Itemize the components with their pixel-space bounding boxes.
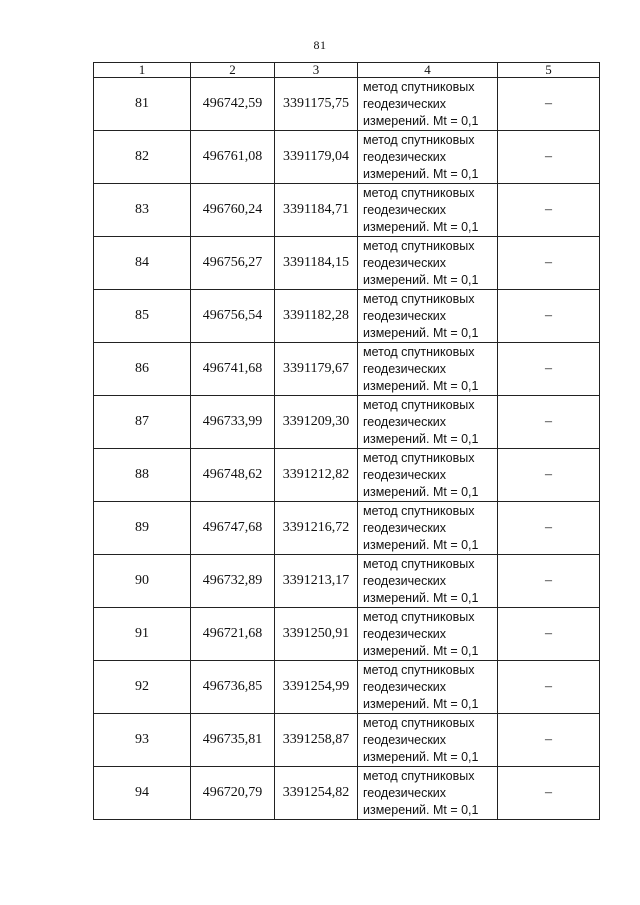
y-coordinate-cell: 3391216,72 xyxy=(275,502,358,555)
table-row xyxy=(94,78,600,131)
x-coordinate-cell: 496735,81 xyxy=(191,714,275,767)
point-number-cell: 89 xyxy=(94,502,191,555)
method-cell: метод спутниковых геодезических измерений. Mt = 0,1 xyxy=(358,396,498,449)
point-number-cell: 92 xyxy=(94,661,191,714)
y-coordinate-cell: 3391209,30 xyxy=(275,396,358,449)
point-number-cell: 91 xyxy=(94,608,191,661)
method-cell: метод спутниковых геодезических измерений. Mt = 0,1 xyxy=(358,290,498,343)
point-number-cell: 86 xyxy=(94,343,191,396)
method-cell: метод спутниковых геодезических измерений. Mt = 0,1 xyxy=(358,555,498,608)
x-coordinate-cell: 496748,62 xyxy=(191,449,275,502)
point-number-cell: 93 xyxy=(94,714,191,767)
table-row xyxy=(94,767,600,820)
note-cell: – xyxy=(498,661,600,714)
note-cell: – xyxy=(498,290,600,343)
method-cell: метод спутниковых геодезических измерений. Mt = 0,1 xyxy=(358,502,498,555)
x-coordinate-cell: 496756,54 xyxy=(191,290,275,343)
point-number-cell: 82 xyxy=(94,131,191,184)
point-number-cell: 94 xyxy=(94,767,191,820)
note-cell: – xyxy=(498,714,600,767)
column-header-1: 1 xyxy=(94,63,191,78)
table-row xyxy=(94,131,600,184)
table-row xyxy=(94,343,600,396)
note-cell: – xyxy=(498,237,600,290)
table-row xyxy=(94,714,600,767)
y-coordinate-cell: 3391182,28 xyxy=(275,290,358,343)
x-coordinate-cell: 496760,24 xyxy=(191,184,275,237)
table-body xyxy=(94,78,600,820)
x-coordinate-cell: 496761,08 xyxy=(191,131,275,184)
y-coordinate-cell: 3391213,17 xyxy=(275,555,358,608)
note-cell: – xyxy=(498,449,600,502)
note-cell: – xyxy=(498,184,600,237)
x-coordinate-cell: 496747,68 xyxy=(191,502,275,555)
note-cell: – xyxy=(498,608,600,661)
note-cell: – xyxy=(498,131,600,184)
x-coordinate-cell: 496732,89 xyxy=(191,555,275,608)
method-cell: метод спутниковых геодезических измерений. Mt = 0,1 xyxy=(358,767,498,820)
method-cell: метод спутниковых геодезических измерений. Mt = 0,1 xyxy=(358,131,498,184)
column-header-5: 5 xyxy=(498,63,600,78)
table-row xyxy=(94,237,600,290)
x-coordinate-cell: 496741,68 xyxy=(191,343,275,396)
table-row xyxy=(94,184,600,237)
table-row xyxy=(94,502,600,555)
y-coordinate-cell: 3391254,82 xyxy=(275,767,358,820)
method-cell: метод спутниковых геодезических измерений. Mt = 0,1 xyxy=(358,714,498,767)
method-cell: метод спутниковых геодезических измерений. Mt = 0,1 xyxy=(358,608,498,661)
table-row xyxy=(94,449,600,502)
y-coordinate-cell: 3391184,15 xyxy=(275,237,358,290)
method-cell: метод спутниковых геодезических измерений. Mt = 0,1 xyxy=(358,449,498,502)
column-header-3: 3 xyxy=(275,63,358,78)
y-coordinate-cell: 3391175,75 xyxy=(275,78,358,131)
x-coordinate-cell: 496736,85 xyxy=(191,661,275,714)
table-header-row xyxy=(94,63,600,78)
table-row xyxy=(94,555,600,608)
point-number-cell: 81 xyxy=(94,78,191,131)
point-number-cell: 84 xyxy=(94,237,191,290)
x-coordinate-cell: 496756,27 xyxy=(191,237,275,290)
y-coordinate-cell: 3391179,67 xyxy=(275,343,358,396)
x-coordinate-cell: 496742,59 xyxy=(191,78,275,131)
column-header-4: 4 xyxy=(358,63,498,78)
method-cell: метод спутниковых геодезических измерений. Mt = 0,1 xyxy=(358,343,498,396)
y-coordinate-cell: 3391179,04 xyxy=(275,131,358,184)
y-coordinate-cell: 3391258,87 xyxy=(275,714,358,767)
y-coordinate-cell: 3391184,71 xyxy=(275,184,358,237)
method-cell: метод спутниковых геодезических измерений. Mt = 0,1 xyxy=(358,237,498,290)
y-coordinate-cell: 3391212,82 xyxy=(275,449,358,502)
x-coordinate-cell: 496733,99 xyxy=(191,396,275,449)
column-header-2: 2 xyxy=(191,63,275,78)
point-number-cell: 85 xyxy=(94,290,191,343)
method-cell: метод спутниковых геодезических измерений. Mt = 0,1 xyxy=(358,661,498,714)
y-coordinate-cell: 3391254,99 xyxy=(275,661,358,714)
note-cell: – xyxy=(498,767,600,820)
x-coordinate-cell: 496720,79 xyxy=(191,767,275,820)
table-row xyxy=(94,661,600,714)
note-cell: – xyxy=(498,78,600,131)
point-number-cell: 87 xyxy=(94,396,191,449)
coordinates-table xyxy=(93,62,600,820)
page-number: 81 xyxy=(313,38,327,52)
method-cell: метод спутниковых геодезических измерений. Mt = 0,1 xyxy=(358,78,498,131)
point-number-cell: 83 xyxy=(94,184,191,237)
x-coordinate-cell: 496721,68 xyxy=(191,608,275,661)
note-cell: – xyxy=(498,555,600,608)
table-row xyxy=(94,290,600,343)
point-number-cell: 90 xyxy=(94,555,191,608)
point-number-cell: 88 xyxy=(94,449,191,502)
y-coordinate-cell: 3391250,91 xyxy=(275,608,358,661)
note-cell: – xyxy=(498,396,600,449)
method-cell: метод спутниковых геодезических измерений. Mt = 0,1 xyxy=(358,184,498,237)
table-row xyxy=(94,608,600,661)
note-cell: – xyxy=(498,343,600,396)
table-row xyxy=(94,396,600,449)
note-cell: – xyxy=(498,502,600,555)
